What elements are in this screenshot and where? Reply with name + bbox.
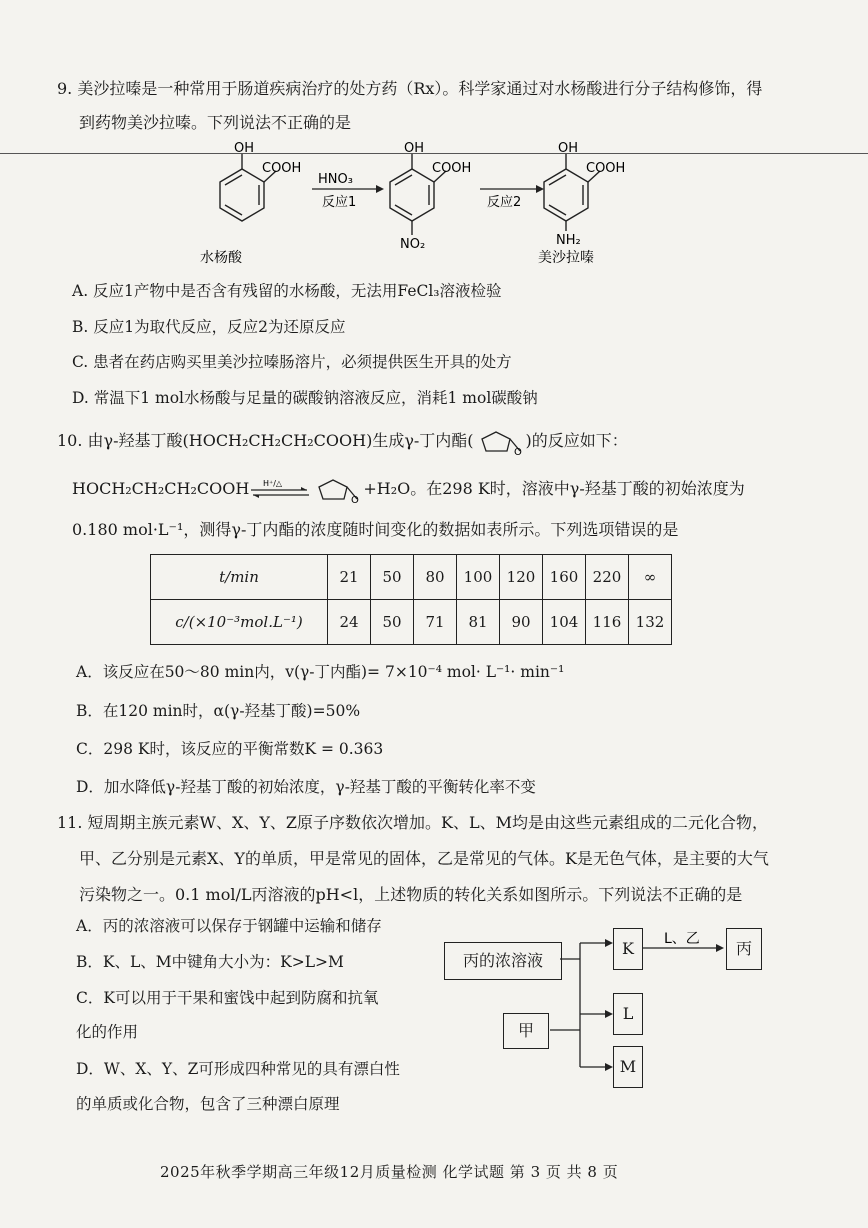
table-cell: 21 bbox=[328, 555, 371, 600]
table-cell: 90 bbox=[500, 600, 543, 645]
q10-stem-part1: 10. 由γ-羟基丁酸(HOCH₂CH₂CH₂COOH)生成γ-丁内酯( bbox=[57, 431, 474, 450]
oh-label-1: OH bbox=[234, 141, 255, 156]
table-cell: 100 bbox=[457, 555, 500, 600]
table-cell: 104 bbox=[543, 600, 586, 645]
equilibrium-arrow bbox=[249, 477, 311, 503]
q11-option-d-cont: 的单质或化合物，包含了三种漂白原理 bbox=[76, 1095, 340, 1113]
q9-option-b: B. 反应1为取代反应，反应2为还原反应 bbox=[72, 318, 346, 336]
table-row-time bbox=[151, 555, 672, 600]
q10-option-b: B．在120 min时，α(γ-羟基丁酸)=50% bbox=[76, 702, 361, 720]
cooh-label-2: COOH bbox=[432, 161, 472, 176]
cooh-label-1: COOH bbox=[262, 161, 302, 176]
table-cell: 50 bbox=[371, 600, 414, 645]
q11-stem-line2: 甲、乙分别是元素X、Y的单质，甲是常见的固体，乙是常见的气体。K是无色气体，是主要的大气 bbox=[79, 849, 769, 868]
box-bing-concentrated-solution: 丙的浓溶液 bbox=[444, 942, 562, 980]
q9-stem-line1: 9. 美沙拉嗪是一种常用于肠道疾病治疗的处方药（Rx）。科学家通过对水杨酸进行分子结构修饰，得 bbox=[57, 79, 763, 98]
table-cell: 24 bbox=[328, 600, 371, 645]
page-footer: 2025年秋季学期高三年级12月质量检测 化学试题 第 3 页 共 8 页 bbox=[160, 1163, 619, 1181]
box-k: K bbox=[613, 928, 643, 970]
salicylic-acid-name: 水杨酸 bbox=[200, 250, 242, 266]
q9-option-c: C. 患者在药店购买里美沙拉嗪肠溶片，必须提供医生开具的处方 bbox=[72, 353, 512, 371]
eq-product-text: +H₂O。在298 K时，溶液中γ-羟基丁酸的初始浓度为 bbox=[363, 479, 745, 498]
lactone-structure-inline bbox=[474, 429, 526, 455]
table-cell: 81 bbox=[457, 600, 500, 645]
q9-option-a: A. 反应1产物中是否含有残留的水杨酸，无法用FeCl₃溶液检验 bbox=[72, 282, 502, 300]
table-cell: 116 bbox=[586, 600, 629, 645]
q11-option-b: B．K、L、M中键角大小为：K>L>M bbox=[76, 953, 344, 971]
table-row-concentration bbox=[151, 600, 672, 645]
q10-option-d: D．加水降低γ-羟基丁酸的初始浓度，γ-羟基丁酸的平衡转化率不变 bbox=[76, 778, 536, 796]
arrow-label-l-yi: L、乙 bbox=[664, 931, 700, 947]
oh-label-3: OH bbox=[558, 141, 579, 156]
q10-stem-part2: )的反应如下： bbox=[525, 431, 628, 450]
q10-data-table bbox=[150, 554, 672, 645]
mesalazine-name: 美沙拉嗪 bbox=[538, 250, 594, 266]
lactone-o-label-eq: O bbox=[351, 494, 360, 503]
box-jia: 甲 bbox=[503, 1013, 549, 1049]
q11-option-a: A．丙的浓溶液可以保存于钢罐中运输和储存 bbox=[76, 917, 382, 935]
q11-stem-line1: 11. 短周期主族元素W、X、Y、Z原子序数依次增加。K、L、M均是由这些元素组成的二元化合物， bbox=[57, 813, 769, 832]
eq-reactant: HOCH₂CH₂CH₂COOH bbox=[72, 479, 250, 498]
table-cell: 50 bbox=[371, 555, 414, 600]
table-cell: 120 bbox=[500, 555, 543, 600]
table-cell: 80 bbox=[414, 555, 457, 600]
table-header-time: t/min bbox=[151, 555, 328, 600]
table-cell: 220 bbox=[586, 555, 629, 600]
q11-option-c: C．K可以用于干果和蜜饯中起到防腐和抗氧 bbox=[76, 989, 379, 1007]
table-cell: 160 bbox=[543, 555, 586, 600]
lactone-structure-eq bbox=[311, 477, 363, 503]
eq-condition: H⁺/△ bbox=[263, 478, 283, 488]
q10-equation-line bbox=[72, 476, 745, 503]
q10-stem-line1 bbox=[57, 428, 628, 455]
q10-stem-line3: 0.180 mol·L⁻¹，测得γ-丁内酯的浓度随时间变化的数据如表所示。下列选项错误的是 bbox=[72, 520, 679, 539]
q9-stem-line2: 到药物美沙拉嗪。下列说法不正确的是 bbox=[79, 113, 352, 132]
reaction-2-label: 反应2 bbox=[487, 195, 522, 210]
lactone-o-label: O bbox=[513, 446, 522, 455]
box-m: M bbox=[613, 1046, 643, 1088]
q10-option-c: C．298 K时，该反应的平衡常数K = 0.363 bbox=[76, 740, 384, 758]
table-cell: 132 bbox=[629, 600, 672, 645]
q9-option-d: D. 常温下1 mol水杨酸与足量的碳酸钠溶液反应，消耗1 mol碳酸钠 bbox=[72, 389, 538, 407]
q11-option-c-cont: 化的作用 bbox=[76, 1023, 139, 1041]
oh-label-2: OH bbox=[404, 141, 425, 156]
reaction-1-label: 反应1 bbox=[322, 195, 357, 210]
q9-reaction-scheme bbox=[180, 138, 700, 270]
table-cell: ∞ bbox=[629, 555, 672, 600]
q11-option-d: D．W、X、Y、Z可形成四种常见的具有漂白性 bbox=[76, 1060, 400, 1078]
box-l: L bbox=[613, 993, 643, 1035]
reagent-label-1: HNO₃ bbox=[318, 172, 353, 187]
box-bing: 丙 bbox=[726, 928, 762, 970]
q10-option-a: A．该反应在50～80 min内，v(γ-丁内酯)= 7×10⁻⁴ mol· L⁻¹· min⁻¹ bbox=[76, 663, 565, 681]
q11-stem-line3: 污染物之一。0.1 mol/L丙溶液的pH<l，上述物质的转化关系如图所示。下列说法不正确的是 bbox=[79, 885, 743, 904]
table-header-concentration: c/(×10⁻³mol.L⁻¹) bbox=[151, 600, 328, 645]
table-cell: 71 bbox=[414, 600, 457, 645]
nh2-label: NH₂ bbox=[556, 233, 581, 248]
cooh-label-3: COOH bbox=[586, 161, 626, 176]
no2-label: NO₂ bbox=[400, 237, 426, 252]
